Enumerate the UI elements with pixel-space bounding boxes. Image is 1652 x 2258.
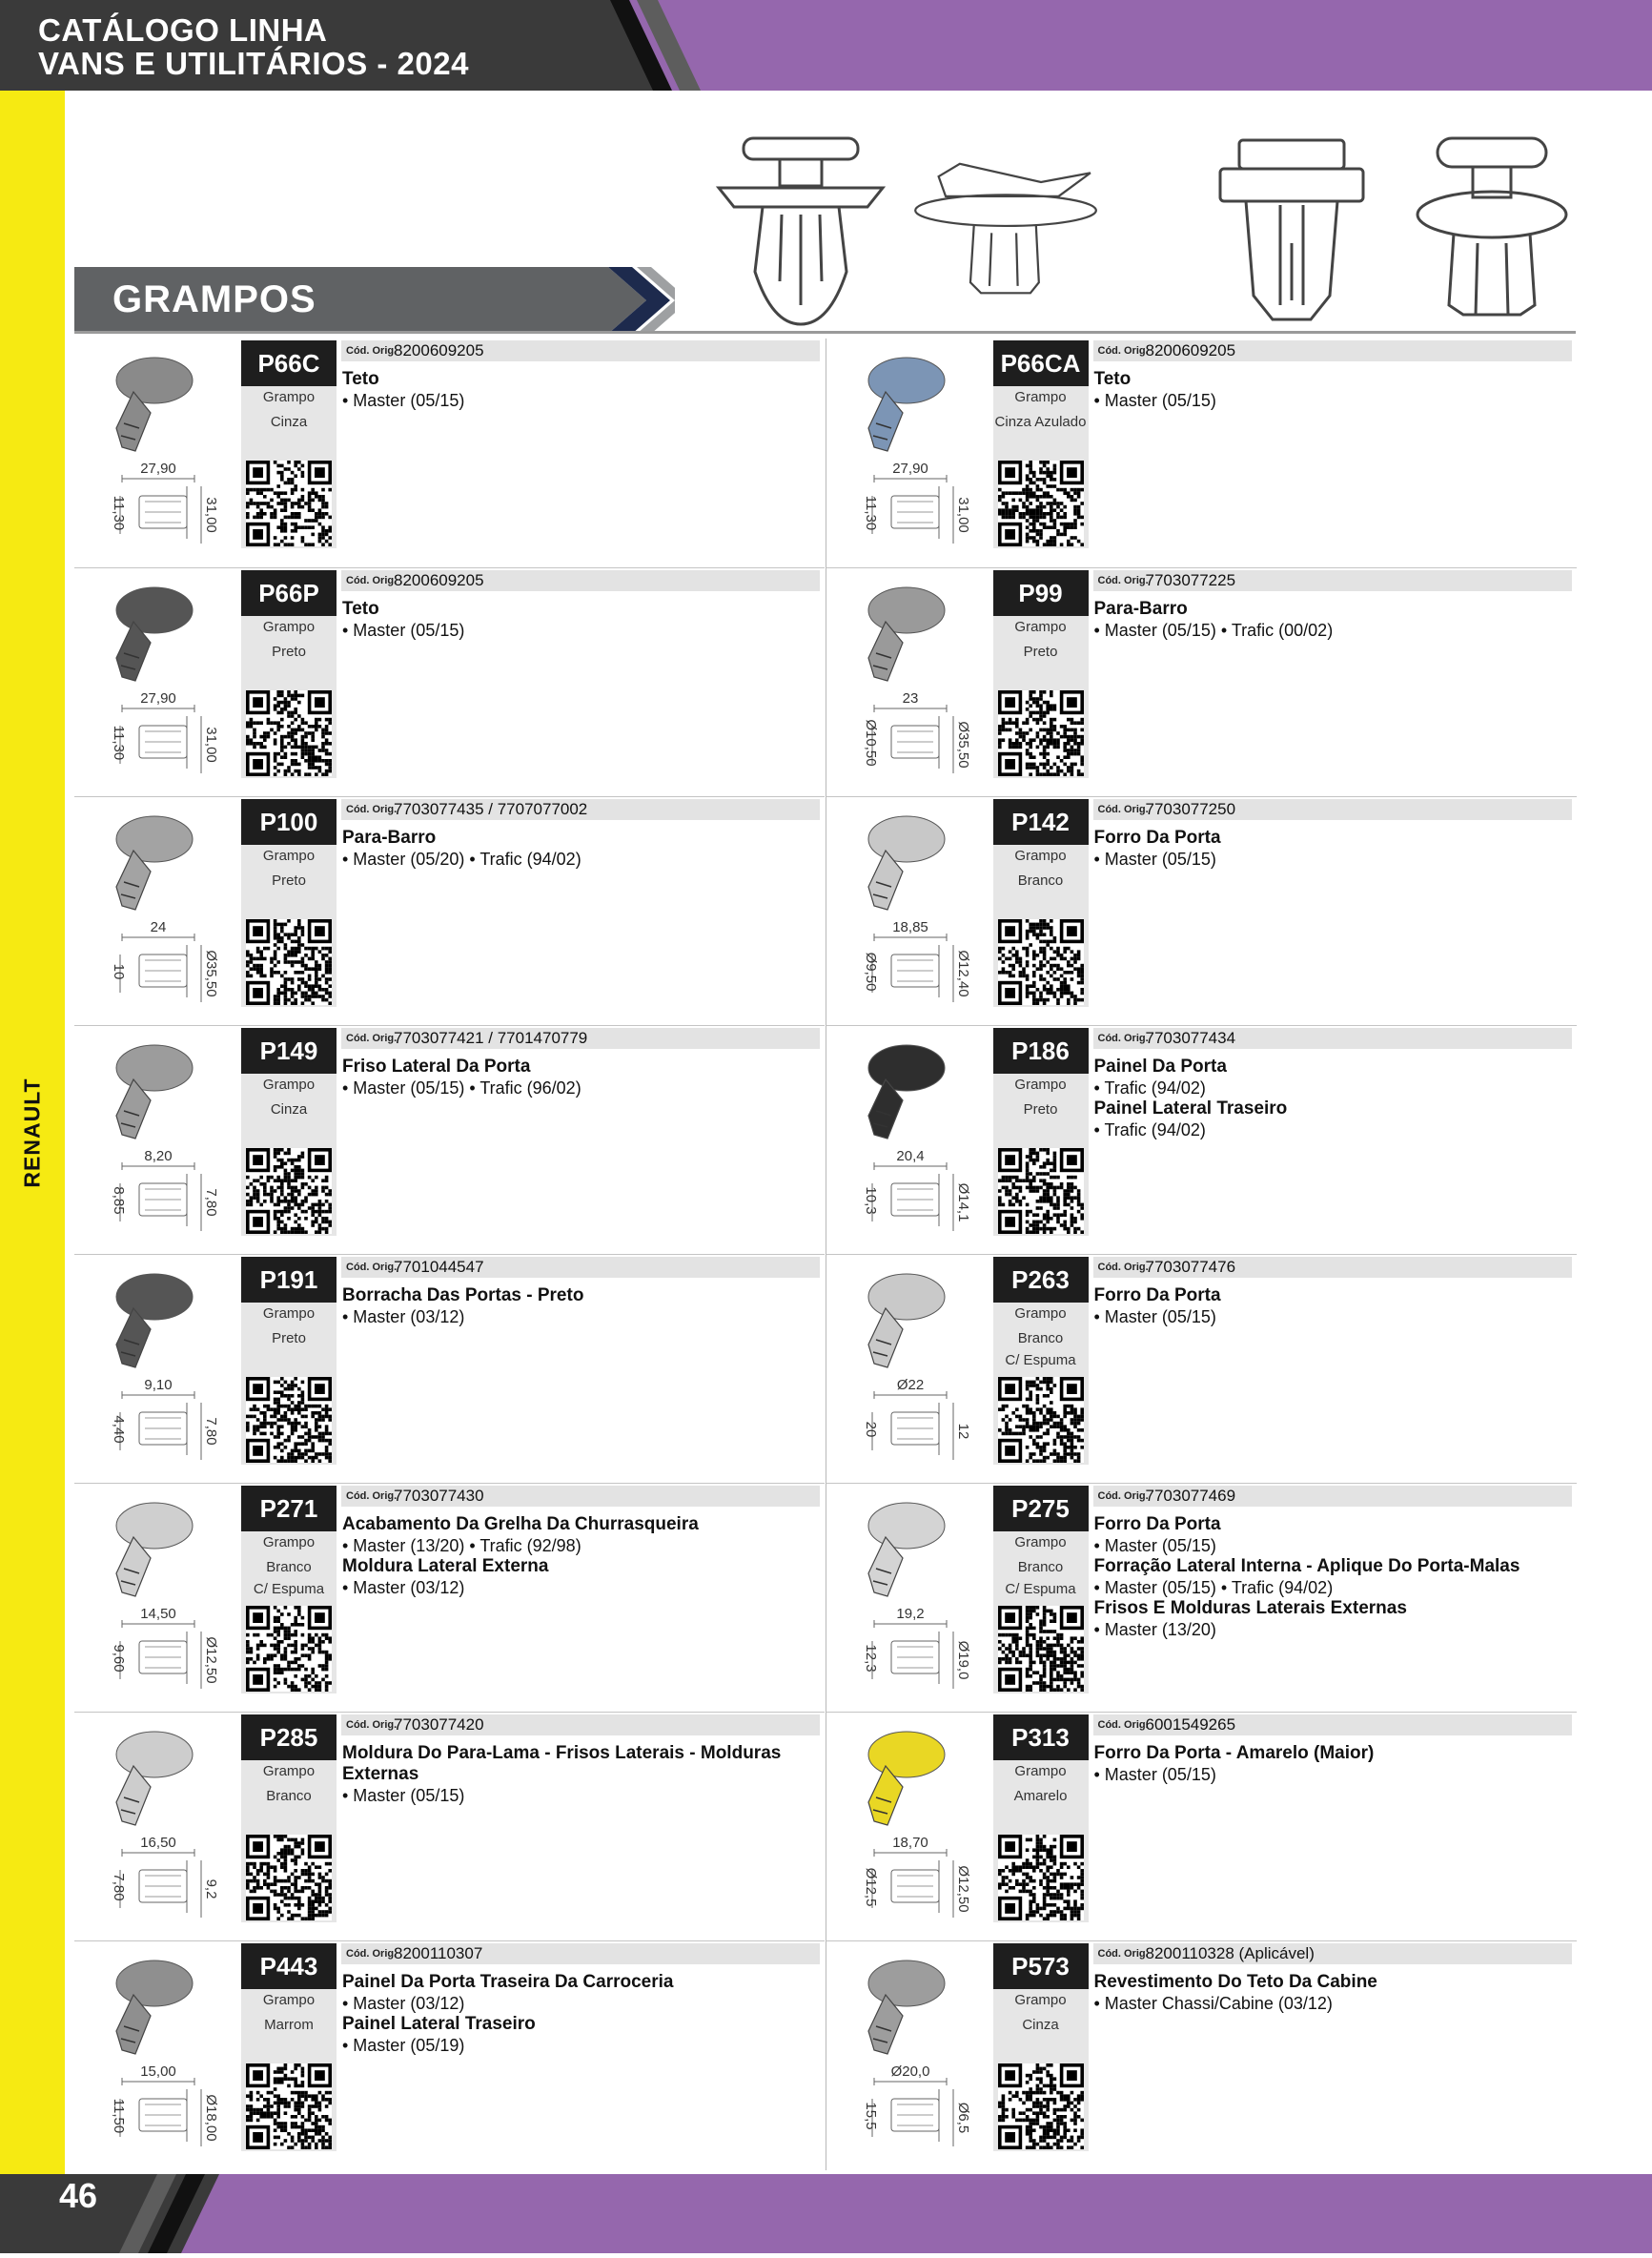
clip-photo-icon [847,1497,948,1602]
original-code-value: 7703077250 [1145,800,1236,818]
hero-clip-2-icon [910,129,1101,334]
dimension-width: 18,70 [891,1835,928,1851]
dimension-width: 16,50 [140,1835,176,1851]
application-vehicles: • Master (05/15) [1093,850,1216,869]
product-type: Grampo [262,1534,316,1550]
qr-code [246,1377,332,1463]
application-name: Revestimento Do Teto Da Cabine [1093,1972,1377,1992]
product-color-line: Amarelo [1013,1788,1068,1804]
product-type: Grampo [262,389,316,405]
original-code-value: 7703077469 [1145,1487,1236,1505]
product-type: Grampo [262,1992,316,2008]
qr-code [246,2063,332,2149]
applications-list [1094,1972,1571,2014]
product-card [826,1025,1577,1255]
dimension-right: 31,00 [203,727,219,763]
product-card [74,1483,825,1713]
original-code-label: Cód. Orig. [346,1262,398,1273]
dimension-right: Ø6,5 [954,2102,971,2134]
application-name: Forração Lateral Interna - Aplique Do Porta-Malas [1093,1556,1520,1576]
dimension-width: 27,90 [140,461,176,477]
product-code: P443 [241,1943,337,1989]
original-code-value: 7703077434 [1145,1029,1236,1047]
dimension-width: 27,90 [140,690,176,707]
original-code-label: Cód. Orig. [346,1033,398,1044]
clip-photo-icon [95,1497,195,1602]
original-code-bar [1093,1943,1572,1964]
original-code-bar [341,1943,820,1964]
clip-photo-icon [847,1039,948,1144]
product-type: Grampo [262,1763,316,1779]
product-color-line: Cinza [270,1101,308,1118]
dimension-drawing [834,916,987,1016]
dimension-left: 12,3 [862,1644,879,1673]
product-color [993,641,1089,663]
dimension-right: Ø19,0 [954,1640,971,1680]
applications-list [342,1285,819,1327]
dimension-left: 10,3 [862,1186,879,1215]
product-color-line: Cinza [270,414,308,430]
applications-list [342,1743,819,1806]
dimension-width: Ø20,0 [890,2063,929,2080]
dimension-right: 7,80 [203,1188,219,1217]
product-color [241,1327,337,1349]
product-code: P275 [993,1486,1089,1531]
original-code-bar [1093,799,1572,820]
application-name: Teto [342,369,379,389]
product-color [241,1556,337,1600]
application-vehicles: • Trafic (94/02) [1093,1078,1206,1098]
product-card [826,1712,1577,1941]
product-type: Grampo [262,848,316,864]
dimension-left: 11,30 [111,495,127,531]
qr-code [998,1377,1084,1463]
original-code-bar [1093,1714,1572,1735]
clip-photo-icon [95,1726,195,1831]
original-code-value: 7703077435 / 7707077002 [394,800,588,818]
product-color-line: Preto [1023,1101,1058,1118]
dimension-drawing [834,688,987,788]
dimension-right: 31,00 [954,497,971,533]
qr-code [998,1606,1084,1692]
applications-list [1094,828,1571,870]
application-vehicles: • Master (03/12) [342,1578,465,1597]
product-color [241,641,337,663]
dimension-drawing [834,1603,987,1703]
product-card [826,567,1577,797]
product-card [826,796,1577,1026]
dimension-drawing [82,1374,235,1474]
product-color [993,1785,1089,1807]
applications-list [1094,1285,1571,1327]
product-color [241,411,337,433]
dimension-width: 19,2 [895,1606,925,1622]
dimension-drawing [82,1145,235,1245]
hero-clip-4-icon [1397,129,1587,334]
clip-photo-icon [847,352,948,457]
application-name: Painel Lateral Traseiro [342,2014,536,2034]
dimension-width: 14,50 [140,1606,176,1622]
original-code-label: Cód. Orig. [1097,1262,1149,1273]
original-code-label: Cód. Orig. [346,804,398,815]
qr-code [246,461,332,546]
application-name: Acabamento Da Grelha Da Churrasqueira [342,1514,699,1534]
dimension-width: 23 [902,690,918,707]
application-name: Para-Barro [342,828,437,848]
product-color-line: C/ Espuma [1005,1352,1076,1368]
catalog-title [38,13,469,80]
clip-photo-icon [95,1955,195,2060]
section-title: GRAMPOS [112,278,316,320]
product-code: P313 [993,1714,1089,1760]
clip-photo-icon [95,1039,195,1144]
applications-list [342,1972,819,2056]
dimension-left: Ø9,50 [862,952,879,992]
application-name: Moldura Do Para-Lama - Frisos Laterais - Molduras Externas [342,1743,782,1784]
original-code-label: Cód. Orig. [346,1948,398,1960]
qr-code [998,2063,1084,2149]
original-code-label: Cód. Orig. [346,345,398,357]
product-card [74,1940,825,2170]
original-code-bar [1093,1257,1572,1278]
clip-photo-icon [95,582,195,687]
applications-list [1094,1514,1571,1640]
dimension-right: Ø12,50 [954,1865,971,1913]
original-code-label: Cód. Orig. [1097,345,1149,357]
qr-code [998,919,1084,1005]
product-type: Grampo [1014,1992,1067,2008]
product-color [241,870,337,892]
application-name: Painel Lateral Traseiro [1093,1098,1288,1119]
dimension-drawing [834,1145,987,1245]
clip-photo-icon [847,811,948,915]
application-vehicles: • Master (05/15) [342,621,465,640]
application-name: Forro Da Porta - Amarelo (Maior) [1093,1743,1375,1763]
page-number: 46 [59,2176,98,2215]
clip-photo-icon [95,1268,195,1373]
qr-code [246,690,332,776]
product-code: P285 [241,1714,337,1760]
applications-list [342,599,819,641]
original-code-value: 8200110328 (Aplicável) [1145,1944,1315,1962]
product-type: Grampo [1014,1763,1067,1779]
product-card [74,1025,825,1255]
original-code-label: Cód. Orig. [1097,1948,1149,1960]
dimension-left: Ø12,5 [862,1867,879,1907]
original-code-value: 7703077420 [394,1715,484,1734]
product-card [74,567,825,797]
dimension-left: 11,30 [111,725,127,761]
original-code-bar [1093,340,1572,361]
product-color-line: Preto [272,644,306,660]
dimension-left: 7,80 [111,1873,127,1901]
application-vehicles: • Trafic (94/02) [1093,1120,1206,1139]
dimension-drawing [834,2061,987,2161]
catalog-title-line1: CATÁLOGO LINHA [38,12,328,48]
original-code-bar [1093,1028,1572,1049]
application-vehicles: • Master (13/20) • Trafic (92/98) [342,1536,581,1555]
dimension-right: Ø35,50 [954,721,971,769]
product-type: Grampo [1014,848,1067,864]
application-vehicles: • Master (03/12) [342,1307,465,1326]
clip-photo-icon [847,1268,948,1373]
dimension-drawing [82,916,235,1016]
original-code-value: 8200609205 [394,341,484,359]
catalog-title-line2: VANS E UTILITÁRIOS - 2024 [38,46,469,81]
qr-code [998,1148,1084,1234]
application-vehicles: • Master (05/15) • Trafic (96/02) [342,1078,581,1098]
product-type: Grampo [1014,1534,1067,1550]
footer-background [0,2174,1652,2253]
product-type: Grampo [1014,619,1067,635]
original-code-bar [341,1257,820,1278]
product-color [993,1098,1089,1120]
dimension-right: 7,80 [203,1417,219,1446]
application-name: Forro Da Porta [1093,828,1221,848]
application-name: Painel Da Porta Traseira Da Carroceria [342,1972,674,1992]
dimension-width: 24 [150,919,167,935]
product-code: P66P [241,570,337,616]
original-code-label: Cód. Orig. [346,575,398,586]
application-name: Teto [342,599,379,619]
dimension-right: Ø12,50 [203,1636,219,1684]
product-color-line: Marrom [264,2017,314,2033]
hero-clip-1-icon [705,129,896,334]
dimension-drawing [834,458,987,558]
original-code-value: 7703077476 [1145,1258,1236,1276]
product-color-line: Branco [1017,1559,1064,1575]
applications-list [1094,1057,1571,1140]
dimension-drawing [834,1832,987,1932]
application-name: Teto [1093,369,1132,389]
application-vehicles: • Master (03/12) [342,1994,465,2013]
qr-code [246,919,332,1005]
applications-list [342,828,819,870]
applications-list [1094,599,1571,641]
product-type: Grampo [1014,1305,1067,1322]
dimension-width: 9,10 [144,1377,173,1393]
clip-photo-icon [95,811,195,915]
dimension-right: Ø12,40 [954,950,971,997]
clip-photo-icon [847,1726,948,1831]
product-type: Grampo [1014,389,1067,405]
product-card [74,339,825,567]
applications-list [342,1514,819,1598]
qr-code [246,1835,332,1920]
dimension-width: Ø22 [896,1377,924,1393]
product-type: Grampo [262,1305,316,1322]
dimension-width: 15,00 [140,2063,176,2080]
product-color-line: Cinza [1022,2017,1059,2033]
applications-list [1094,369,1571,411]
product-code: P271 [241,1486,337,1531]
dimension-drawing [82,458,235,558]
application-vehicles: • Master (05/15) [342,1786,465,1805]
dimension-left: 11,50 [111,2098,127,2134]
hero-clip-3-icon [1196,129,1387,334]
dimension-right: 9,2 [203,1878,219,1899]
product-card [826,1483,1577,1713]
qr-code [246,1606,332,1692]
qr-code [246,1148,332,1234]
product-color [993,1556,1089,1600]
original-code-bar [341,799,820,820]
dimension-left: 9,60 [111,1644,127,1673]
product-color-line: Preto [272,872,306,889]
dimension-width: 27,90 [891,461,928,477]
product-color-line: Cinza Azulado [994,414,1087,430]
dimension-left: 10 [111,963,127,980]
dimension-drawing [82,1832,235,1932]
original-code-label: Cód. Orig. [346,1490,398,1502]
product-color-line: Branco [266,1559,312,1575]
application-name: Forro Da Porta [1093,1514,1221,1534]
product-code: P191 [241,1257,337,1303]
qr-code [998,461,1084,546]
original-code-label: Cód. Orig. [1097,1490,1149,1502]
original-code-bar [341,1486,820,1507]
clip-photo-icon [847,582,948,687]
product-type: Grampo [262,1077,316,1093]
dimension-width: 20,4 [895,1148,925,1164]
product-card [74,1254,825,1484]
application-vehicles: • Master (05/15) • Trafic (00/02) [1093,621,1334,640]
original-code-label: Cód. Orig. [1097,575,1149,586]
dimension-left: 4,40 [111,1415,127,1444]
original-code-label: Cód. Orig. [346,1719,398,1731]
application-vehicles: • Master (05/15) [1093,1536,1216,1555]
original-code-value: 7703077430 [394,1487,484,1505]
qr-code [998,1835,1084,1920]
original-code-value: 8200609205 [394,571,484,589]
application-vehicles: • Master (13/20) [1093,1620,1216,1639]
original-code-label: Cód. Orig. [1097,1033,1149,1044]
application-name: Painel Da Porta [1093,1057,1227,1077]
product-color [993,1327,1089,1371]
application-name: Friso Lateral Da Porta [342,1057,531,1077]
original-code-value: 8200609205 [1145,341,1236,359]
applications-list [342,369,819,411]
original-code-bar [1093,1486,1572,1507]
application-name: Moldura Lateral Externa [342,1556,549,1576]
product-code: P100 [241,799,337,845]
application-vehicles: • Master (05/15) [1093,1307,1216,1326]
original-code-value: 7701044547 [394,1258,484,1276]
application-name: Borracha Das Portas - Preto [342,1285,584,1305]
product-color [241,2014,337,2036]
product-code: P66C [241,340,337,386]
product-color-line: C/ Espuma [1005,1581,1076,1597]
original-code-label: Cód. Orig. [1097,1719,1149,1731]
product-code: P149 [241,1028,337,1074]
dimension-right: 12 [954,1423,971,1440]
product-card [826,339,1577,567]
product-color-line: Preto [1023,644,1058,660]
product-code: P186 [993,1028,1089,1074]
application-vehicles: • Master (05/15) [1093,1765,1216,1784]
product-code: P66CA [993,340,1089,386]
application-vehicles: • Master (05/20) • Trafic (94/02) [342,850,581,869]
dimension-drawing [834,1374,987,1474]
original-code-value: 6001549265 [1145,1715,1236,1734]
product-color-line: Preto [272,1330,306,1346]
dimension-right: Ø14,1 [954,1182,971,1222]
page-footer [0,2174,1652,2253]
dimension-left: 8,85 [111,1186,127,1215]
original-code-bar [341,1028,820,1049]
dimension-width: 18,85 [891,919,928,935]
dimension-drawing [82,1603,235,1703]
product-type: Grampo [262,619,316,635]
product-code: P263 [993,1257,1089,1303]
clip-photo-icon [847,1955,948,2060]
application-vehicles: • Master (05/15) • Trafic (94/02) [1093,1578,1334,1597]
product-code: P99 [993,570,1089,616]
brand-label: RENAULT [19,1078,45,1188]
original-code-bar [341,570,820,591]
product-color [993,2014,1089,2036]
original-code-label: Cód. Orig. [1097,804,1149,815]
product-color-line: Branco [1017,872,1064,889]
product-color [241,1098,337,1120]
application-vehicles: • Master (05/19) [342,2036,465,2055]
page-header [0,0,1652,91]
applications-list [342,1057,819,1098]
application-vehicles: • Master Chassi/Cabine (03/12) [1093,1994,1333,2013]
original-code-bar [341,1714,820,1735]
application-vehicles: • Master (05/15) [1093,391,1216,410]
product-type: Grampo [1014,1077,1067,1093]
product-card [74,1712,825,1941]
dimension-left: 15,5 [862,2102,879,2130]
dimension-width: 8,20 [144,1148,173,1164]
product-color-line: C/ Espuma [253,1581,325,1597]
dimension-right: 31,00 [203,497,219,533]
product-color [993,411,1089,433]
dimension-right: Ø18,00 [203,2094,219,2142]
original-code-value: 7703077225 [1145,571,1236,589]
product-color-line: Branco [1017,1330,1064,1346]
product-grid [74,339,1576,2165]
applications-list [1094,1743,1571,1785]
product-code: P142 [993,799,1089,845]
dimension-left: Ø10,50 [862,719,879,767]
original-code-value: 7703077421 / 7701470779 [394,1029,588,1047]
product-color-line: Branco [266,1788,312,1804]
dimension-drawing [82,688,235,788]
original-code-bar [1093,570,1572,591]
product-card [826,1254,1577,1484]
application-name: Frisos E Molduras Laterais Externas [1093,1598,1407,1618]
dimension-left: 11,30 [862,495,879,531]
qr-code [998,690,1084,776]
dimension-right: Ø35,50 [203,950,219,997]
application-vehicles: • Master (05/15) [342,391,465,410]
product-card [826,1940,1577,2170]
product-code: P573 [993,1943,1089,1989]
clip-photo-icon [95,352,195,457]
original-code-value: 8200110307 [394,1944,483,1962]
application-name: Forro Da Porta [1093,1285,1221,1305]
original-code-bar [341,340,820,361]
product-card [74,796,825,1026]
dimension-left: 20 [862,1421,879,1438]
product-color [241,1785,337,1807]
product-color [993,870,1089,892]
application-name: Para-Barro [1093,599,1188,619]
dimension-drawing [82,2061,235,2161]
